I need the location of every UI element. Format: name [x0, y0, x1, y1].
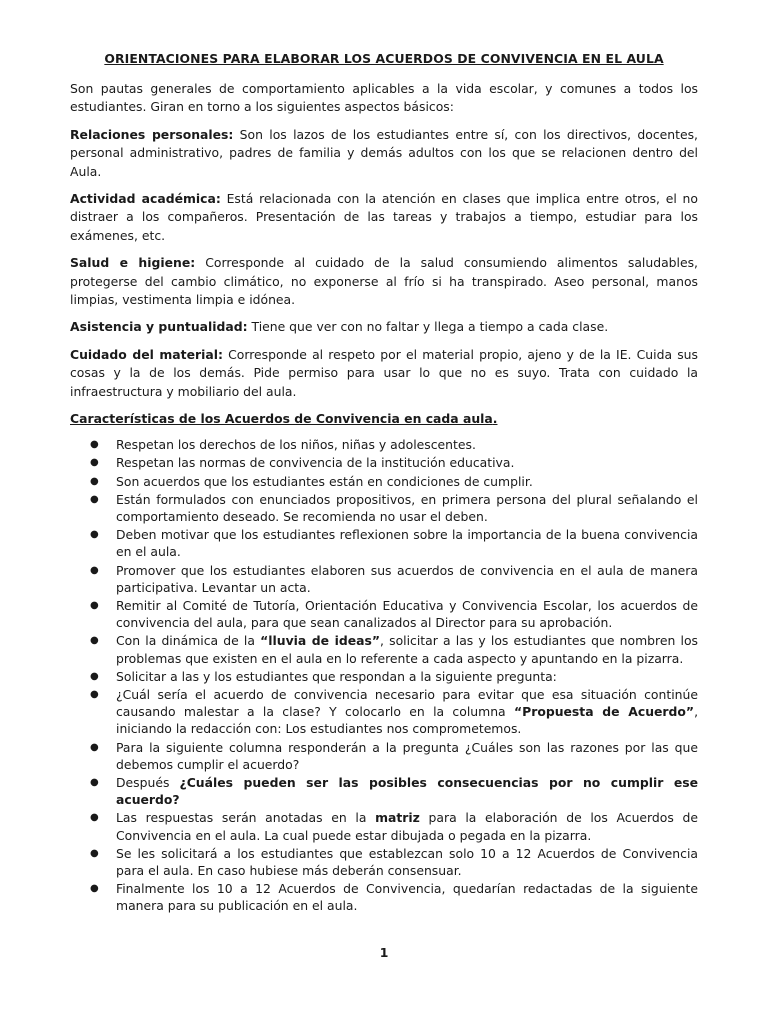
page-number: 1: [379, 945, 389, 960]
aspect-relaciones-personales: [70, 126, 698, 181]
list-item-text: Después: [116, 774, 180, 790]
list-item: [70, 473, 698, 490]
aspect-term: Actividad académica:: [70, 191, 221, 207]
bullet-icon: ●: [90, 741, 99, 753]
aspect-asistencia-puntualidad: [70, 318, 698, 336]
list-item: [70, 774, 698, 808]
list-item: [70, 526, 698, 560]
bullet-icon: ●: [90, 688, 99, 700]
list-item-text: Para la siguiente columna responderán a la pregunta ¿Cuáles son las razones por las que debemos cumplir el acuerdo?: [116, 739, 698, 772]
bullet-icon: ●: [90, 457, 99, 469]
list-item-text: Son acuerdos que los estudiantes están en condiciones de cumplir.: [116, 473, 533, 489]
document-title: ORIENTACIONES PARA ELABORAR LOS ACUERDOS DE CONVIVENCIA EN EL AULA: [104, 51, 664, 66]
list-item-text: Deben motivar que los estudiantes reflexionen sobre la importancia de la buena convivencia en el aula.: [116, 527, 698, 560]
list-item: [70, 668, 698, 685]
bullet-icon: ●: [90, 599, 99, 611]
list-item-text: Respetan los derechos de los niños, niñas y adolescentes.: [116, 437, 476, 453]
list-item-text: Con la dinámica de la: [116, 633, 261, 649]
aspect-cuidado-material: [70, 346, 698, 401]
bullet-icon: ●: [90, 812, 99, 824]
list-item-emphasis: ¿Cuáles pueden ser las posibles consecuencias por no cumplir ese acuerdo?: [116, 774, 699, 808]
bullet-icon: ●: [90, 493, 99, 505]
list-item-text: ¿Cuál sería el acuerdo de convivencia necesario para evitar que esa situación continúe causando malestar a la clase? Y colocarlo en la columna: [116, 686, 698, 720]
bullet-icon: ●: [90, 439, 99, 451]
bullet-icon: ●: [90, 564, 99, 576]
list-item-emphasis: “Propuesta de Acuerdo”: [513, 704, 695, 720]
aspect-text: Tiene que ver con no faltar y llega a tiempo a cada clase.: [247, 319, 609, 335]
list-item: [70, 809, 698, 843]
list-item-text: Las respuestas serán anotadas en la: [116, 810, 376, 826]
characteristics-heading-period: .: [492, 411, 498, 427]
bullet-icon: ●: [90, 776, 99, 788]
list-item-text: Remitir al Comité de Tutoría, Orientación Educativa y Convivencia Escolar, los acuerdos de convivencia del aula, para que sean canalizados al Director para su aprobación.: [116, 597, 698, 631]
list-item: [70, 597, 698, 631]
bullet-icon: ●: [90, 529, 99, 541]
characteristics-heading: [70, 410, 698, 428]
aspect-term: Asistencia y puntualidad:: [70, 319, 248, 335]
list-item-emphasis: “lluvia de ideas”: [260, 633, 381, 649]
bullet-icon: ●: [90, 847, 99, 859]
list-item: [70, 880, 698, 914]
intro-paragraph: Son pautas generales de comportamiento aplicables a la vida escolar, y comunes a todos los estudiantes. Giran en torno a los siguientes aspectos básicos:: [70, 81, 698, 115]
aspect-actividad-academica: [70, 190, 698, 245]
list-item-text: Promover que los estudiantes elaboren sus acuerdos de convivencia en el aula de manera participativa. Levantar un acta.: [116, 562, 698, 595]
aspect-text: Corresponde al respeto por el material propio, ajeno y de la IE. Cuida sus cosas y la de los demás. Pide permiso para usar lo que no es suyo. Trata con cuidado la infraestructura y mobiliario del aula.: [70, 346, 698, 399]
list-item: [70, 491, 698, 525]
list-item-text: Finalmente los 10 a 12 Acuerdos de Convivencia, quedarían redactadas de la siguiente manera para su publicación en el aula.: [116, 881, 698, 914]
aspect-text: Corresponde al cuidado de la salud consumiendo alimentos saludables, protegerse del cambio climático, no exponerse al frío si ha transpirado. Aseo personal, manos limpias, vestimenta limpia e idónea.: [70, 255, 698, 308]
characteristics-heading-text: Características de los Acuerdos de Convivencia en cada aula: [70, 411, 493, 427]
list-item: [70, 845, 698, 879]
list-item-text: Solicitar a las y los estudiantes que respondan a la siguiente pregunta:: [116, 668, 557, 684]
aspect-term: Salud e higiene:: [70, 255, 196, 271]
list-item: [70, 739, 698, 773]
characteristics-list: [70, 436, 698, 914]
aspect-term: Cuidado del material:: [70, 346, 223, 362]
list-item: [70, 562, 698, 596]
list-item-text: Están formulados con enunciados propositivos, en primera persona del plural señalando el comportamiento deseado. Se recomienda no usar el deben.: [116, 491, 698, 524]
bullet-icon: ●: [90, 635, 99, 647]
bullet-icon: ●: [90, 670, 99, 682]
list-item: [70, 454, 698, 471]
aspect-salud-higiene: [70, 254, 698, 309]
list-item-text-tail: para la elaboración de los Acuerdos de Convivencia en el aula. La cual puede estar dibujada o pegada en la pizarra.: [116, 810, 698, 843]
list-item-text-tail: , iniciando la redacción con: Los estudiantes nos comprometemos.: [116, 704, 699, 737]
list-item: [70, 686, 698, 738]
list-item-text-tail: , solicitar a las y los estudiantes que nombren los problemas que existen en el aula en lo referente a cada aspecto y apuntando en la pizarra.: [116, 633, 698, 666]
list-item-text: Se les solicitará a los estudiantes que establezcan solo 10 a 12 Acuerdos de Convivencia para el aula. En caso hubiese más deberán consensuar.: [116, 845, 698, 878]
list-item: [70, 436, 698, 453]
aspect-term: Relaciones personales:: [70, 126, 234, 142]
list-item-text: Respetan las normas de convivencia de la institución educativa.: [116, 455, 515, 471]
aspect-text: Está relacionada con la atención en clases que implica entre otros, el no distraer a los compañeros. Presentación de las tareas y trabajos a tiempo, estudiar para los exámenes, etc.: [70, 191, 698, 243]
aspect-text: Son los lazos de los estudiantes entre sí, con los directivos, docentes, personal administrativo, padres de familia y demás adultos con los que se relacionen dentro del Aula.: [70, 126, 698, 179]
list-item: [70, 632, 698, 666]
list-item-emphasis: matriz: [375, 810, 420, 826]
bullet-icon: ●: [90, 883, 99, 895]
bullet-icon: ●: [90, 475, 99, 487]
